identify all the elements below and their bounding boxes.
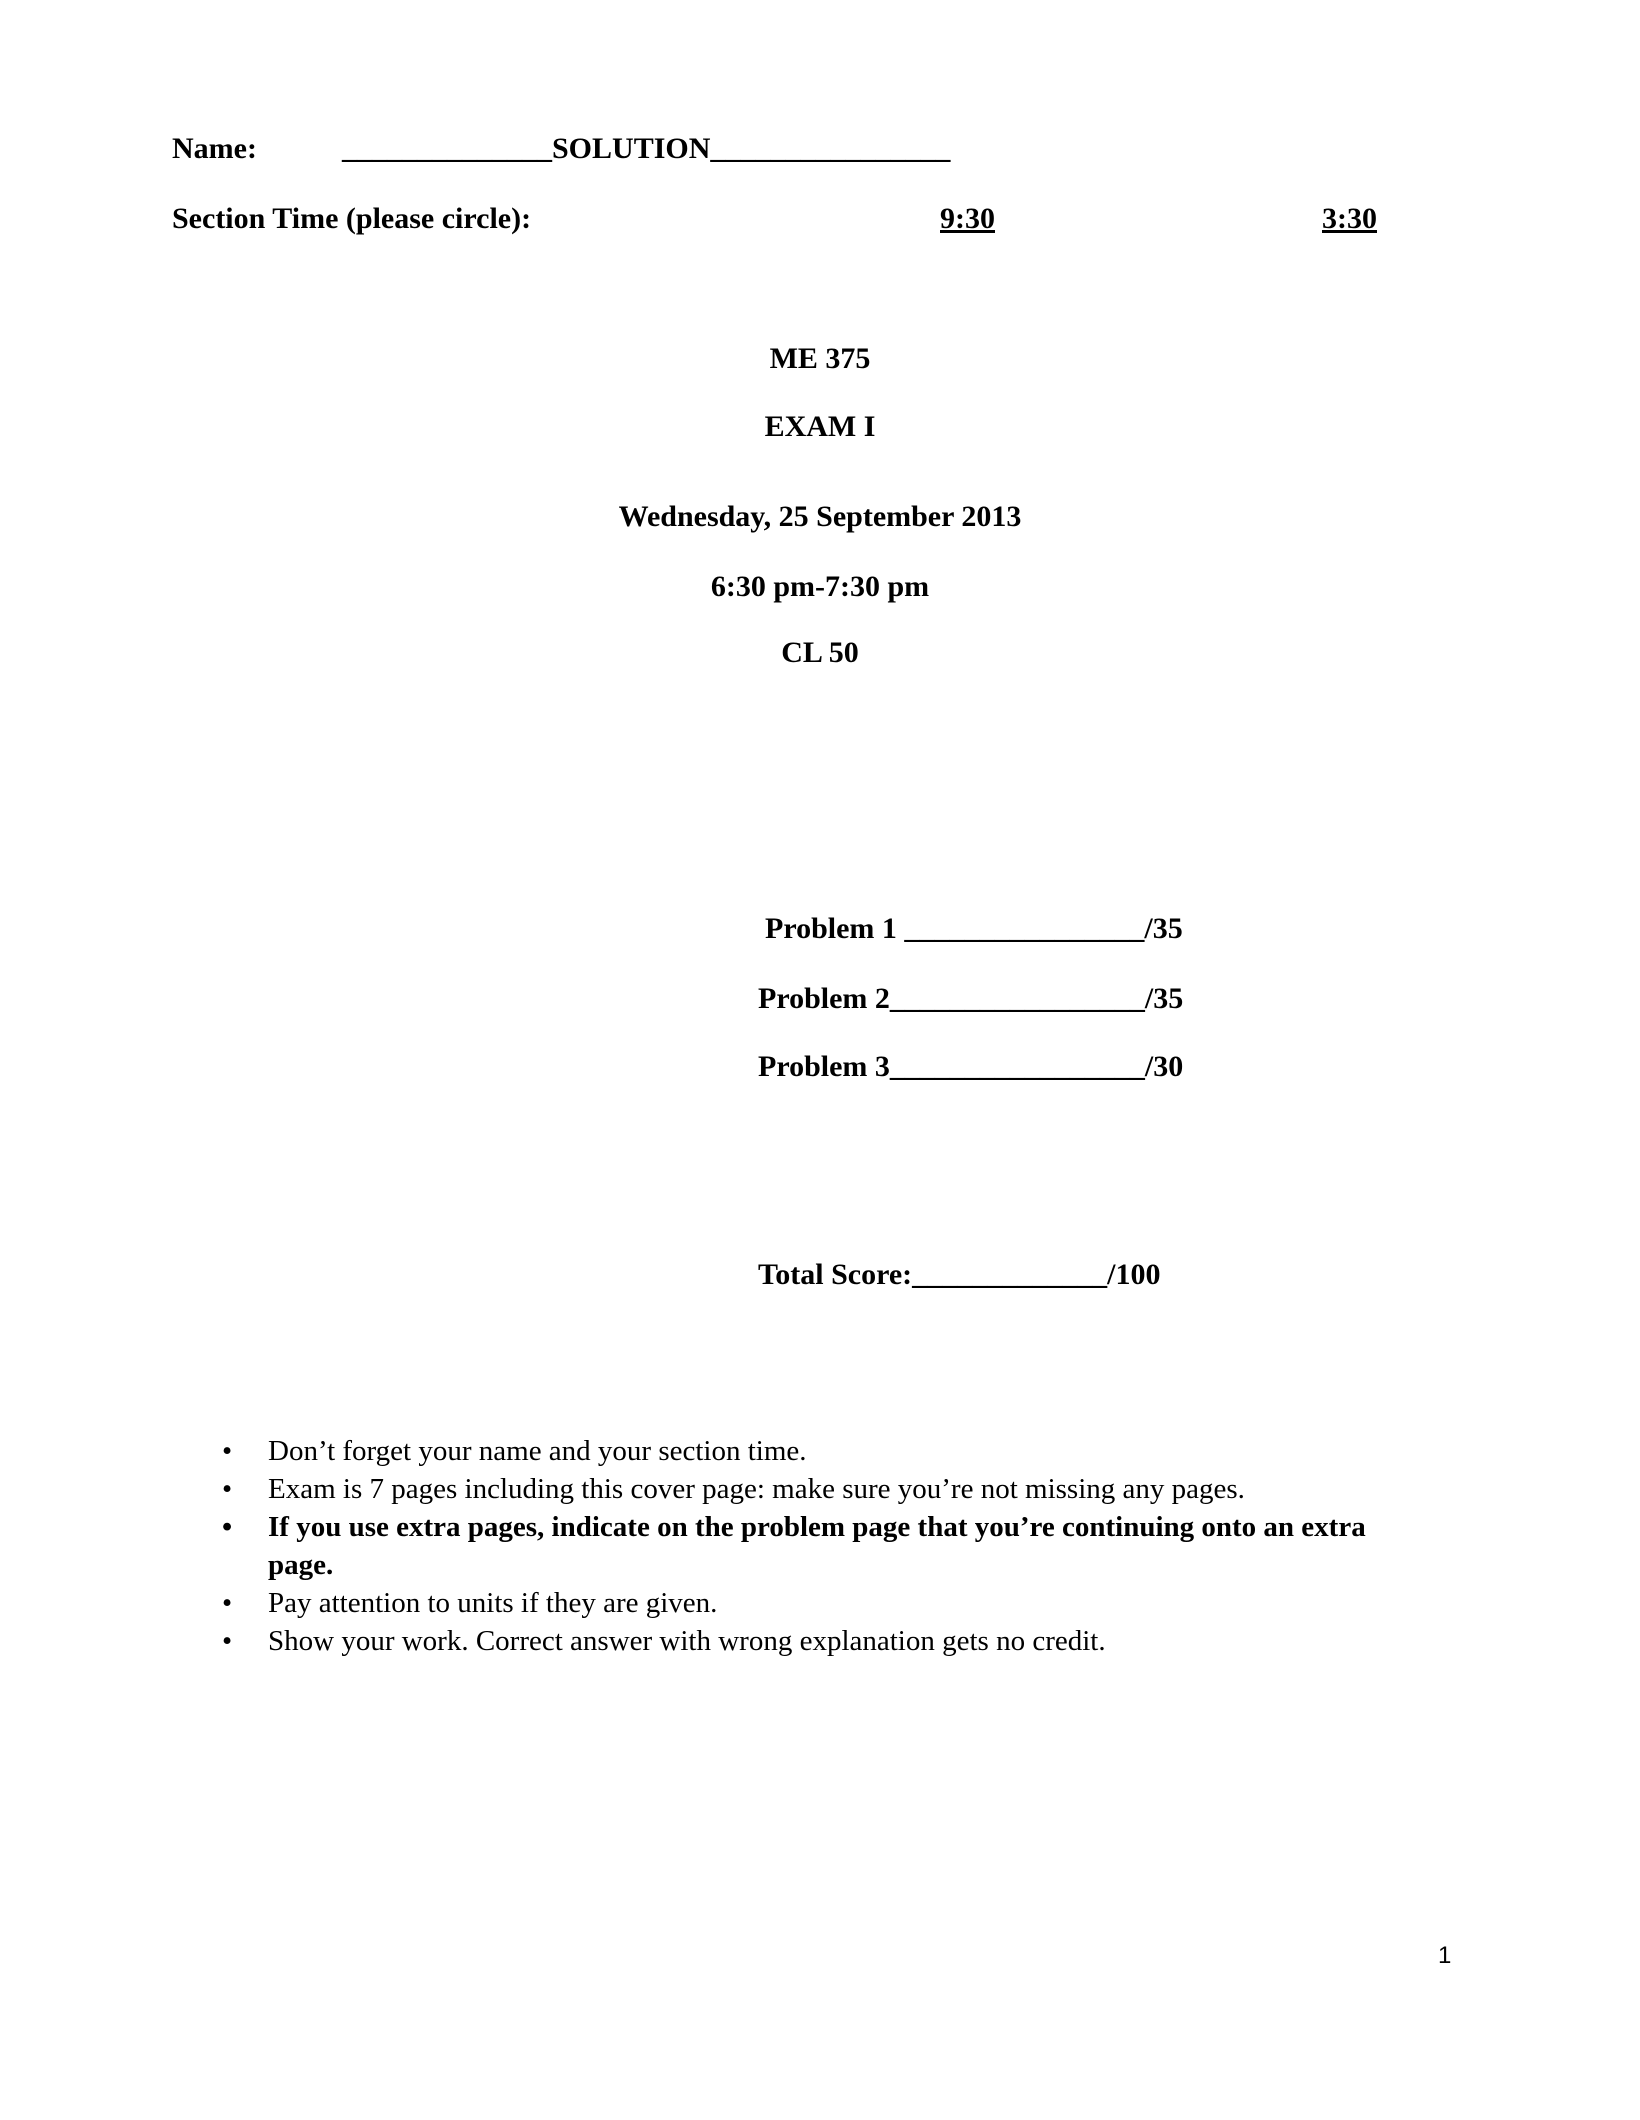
bullet-icon: •	[222, 1473, 233, 1505]
bullet-icon: •	[222, 1625, 233, 1657]
section-time-label: Section Time (please circle):	[172, 202, 532, 235]
exam-time: 6:30 pm-7:30 pm	[710, 570, 930, 603]
section-time-option-2: 3:30	[1322, 202, 1377, 235]
instruction-text: Exam is 7 pages including this cover page: make sure you’re not missing any pages.	[268, 1473, 1245, 1505]
name-label: Name:	[172, 132, 257, 165]
problem-1-score-line: Problem 1 ________________/35	[765, 912, 1183, 945]
exam-title: EXAM I	[764, 410, 876, 443]
instruction-item	[222, 1622, 1422, 1660]
instruction-text: Don’t forget your name and your section time.	[268, 1435, 807, 1467]
problem-3-score-line: Problem 3_________________/30	[758, 1050, 1184, 1083]
instruction-item	[222, 1508, 1422, 1584]
problem-2-score-line: Problem 2_________________/35	[758, 982, 1184, 1015]
page-number: 1	[1438, 1942, 1452, 1969]
instruction-text: Pay attention to units if they are given.	[268, 1587, 718, 1619]
instructions-list	[222, 1432, 1422, 1660]
name-value: ______________SOLUTION________________	[342, 132, 951, 165]
instruction-text: Show your work. Correct answer with wrong explanation gets no credit.	[268, 1625, 1106, 1657]
exam-room: CL 50	[781, 636, 859, 669]
instruction-text: If you use extra pages, indicate on the problem page that you’re continuing onto an extra page.	[268, 1511, 1366, 1581]
course-number: ME 375	[769, 342, 871, 375]
bullet-icon: •	[222, 1435, 233, 1467]
section-time-option-1: 9:30	[940, 202, 995, 235]
total-score-line: Total Score:_____________/100	[758, 1258, 1161, 1291]
instruction-item	[222, 1470, 1422, 1508]
bullet-icon: •	[222, 1511, 233, 1543]
instruction-item	[222, 1584, 1422, 1622]
exam-date: Wednesday, 25 September 2013	[618, 500, 1022, 533]
bullet-icon: •	[222, 1587, 233, 1619]
instruction-item	[222, 1432, 1422, 1470]
